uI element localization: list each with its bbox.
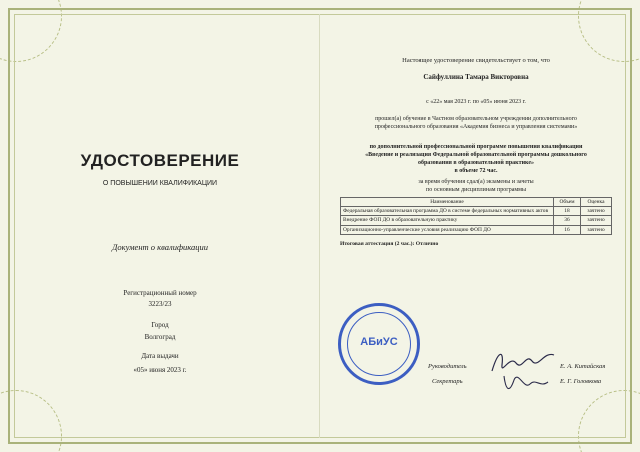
certificate-title: УДОСТОВЕРЕНИЕ (80, 151, 240, 170)
discipline-grade: зачтено (581, 207, 612, 216)
table-row (341, 216, 612, 225)
recipient-name: Сайфуллина Тамара Викторовна (423, 73, 529, 81)
intro-text: Настоящее удостоверение свидетельствует о том, что (402, 57, 550, 64)
document-type: Документ о квалификации (111, 242, 209, 252)
city-label: Город (151, 321, 169, 329)
reg-number: 3223/23 (148, 300, 172, 308)
organization-stamp (338, 303, 420, 385)
col-header-hours: Объем (554, 198, 581, 207)
issue-date: «05» июня 2023 г. (133, 366, 187, 374)
discipline-hours: 16 (554, 225, 581, 234)
exams-line-2: по основным дисциплинам программы (425, 187, 526, 193)
program-line-3: образования в образовательной практике» (417, 160, 535, 166)
issue-date-label: Дата выдачи (141, 352, 179, 360)
col-header-grade: Оценка (581, 198, 612, 207)
program-hours: в объеме 72 час. (454, 168, 498, 174)
head-role: Руководитель (428, 363, 467, 370)
secretary-name: Е. Г. Головкова (560, 378, 602, 385)
final-attestation: Итоговая аттестация (2 час.): Отлично (340, 241, 439, 247)
exams-line-1: за время обучения сдал(а) экзамены и зачеты (418, 179, 534, 185)
training-line-2: профессионального образования «Академия бизнеса и управления системами» (374, 124, 578, 130)
certificate-subtitle: О ПОВЫШЕНИИ КВАЛИФИКАЦИИ (102, 180, 218, 187)
discipline-hours: 18 (554, 207, 581, 216)
discipline-hours: 36 (554, 216, 581, 225)
discipline-name: Организационно-управленческие условия реализацию ФОП ДО (341, 225, 554, 234)
stamp-center-text: АБиУС (360, 336, 398, 348)
discipline-name: Внедрение ФОП ДО в образовательную практику (341, 216, 554, 225)
training-period: с «22» мая 2023 г. по «05» июня 2023 г. (426, 99, 526, 105)
discipline-grade: зачтено (581, 216, 612, 225)
discipline-grade: зачтено (581, 225, 612, 234)
table-row (341, 225, 612, 234)
secretary-role: Секретарь (432, 378, 463, 385)
reg-number-label: Регистрационный номер (123, 289, 197, 297)
city: Волгоград (144, 333, 176, 341)
discipline-name: Федеральная образовательная программа ДО в системе федеральных нормативных актов (341, 207, 554, 216)
disciplines-table (340, 197, 612, 235)
program-line-1: по дополнительной профессиональной программе повышения квалификации (369, 144, 583, 150)
table-header-row (341, 198, 612, 207)
training-line-1: прошел(а) обучение в Частном образовательном учреждении дополнительного (375, 116, 577, 122)
page-fold (319, 14, 320, 438)
col-header-name: Наименование (341, 198, 554, 207)
secretary-signature (498, 368, 550, 396)
head-name: Е. А. Китайская (560, 363, 606, 370)
table-row (341, 207, 612, 216)
program-line-2: «Введение и реализация Федеральной образовательной программы дошкольного (365, 152, 587, 158)
